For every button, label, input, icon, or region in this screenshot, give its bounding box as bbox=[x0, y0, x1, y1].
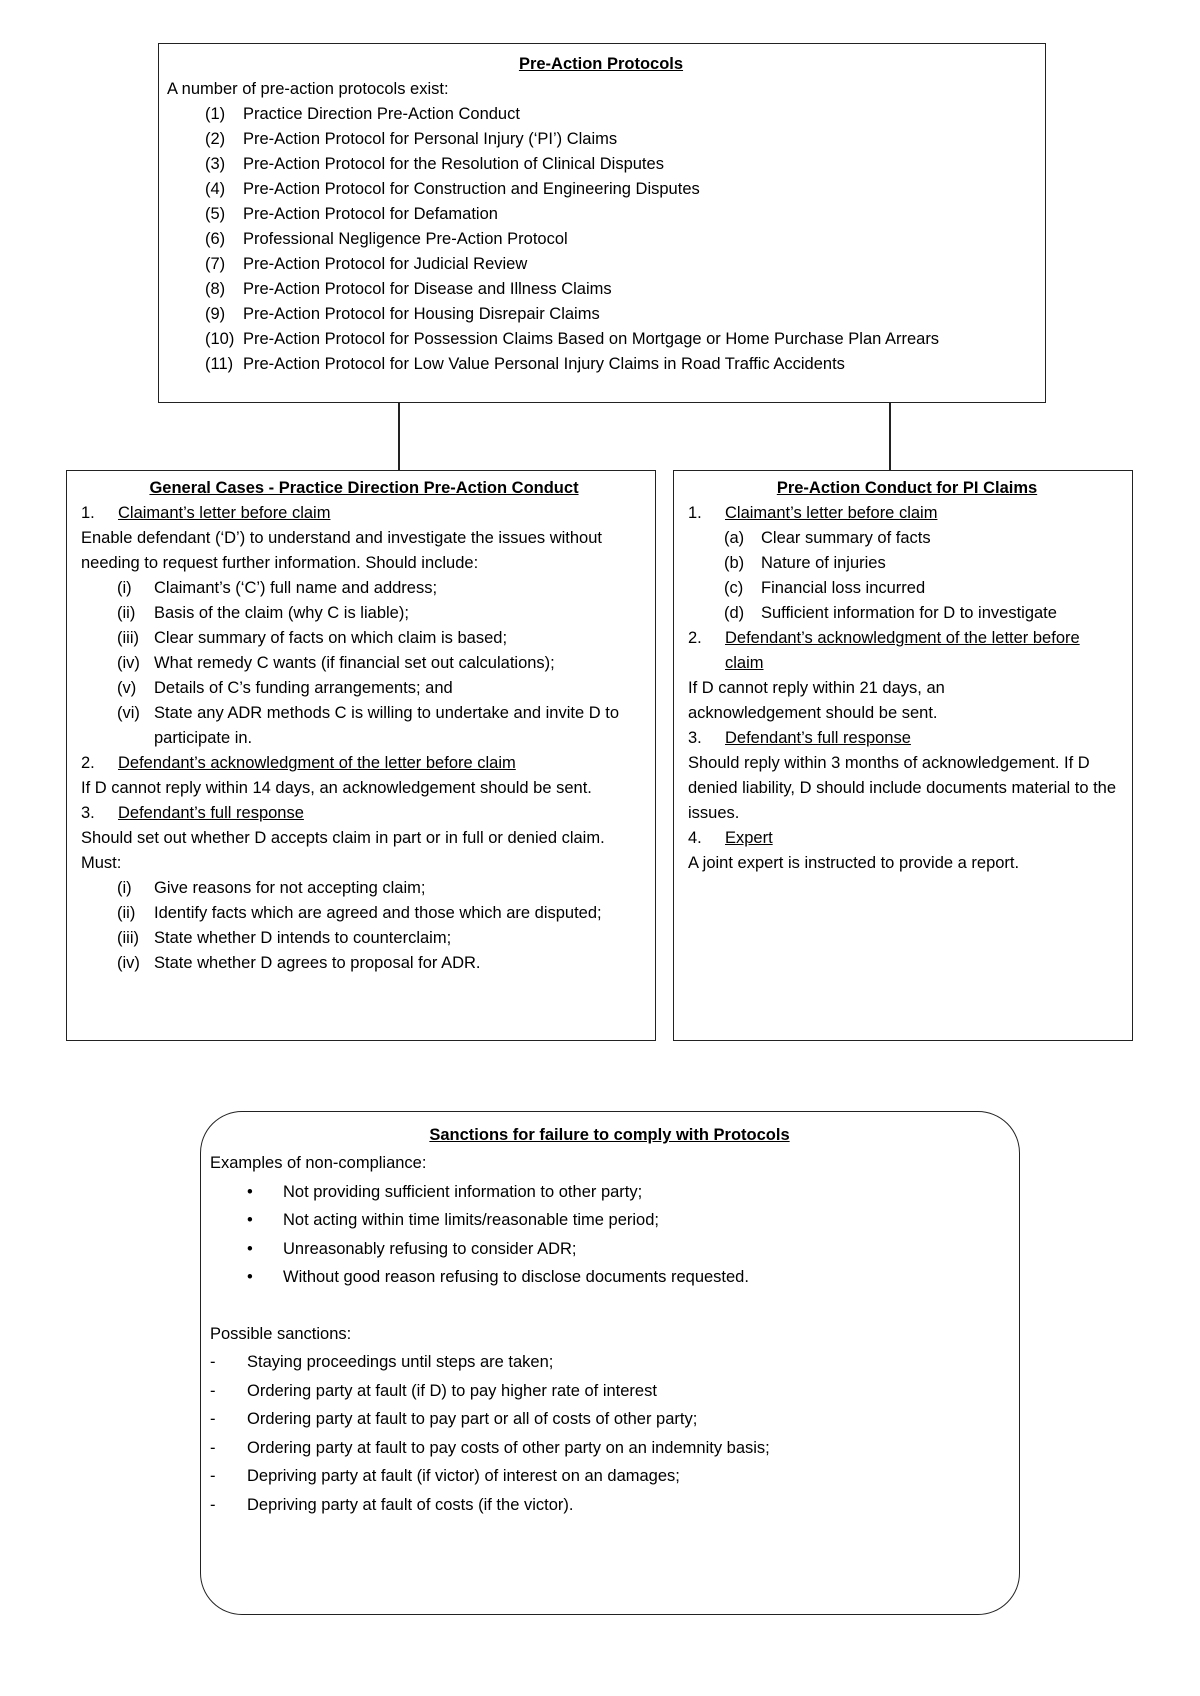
example-item bbox=[210, 1206, 1009, 1235]
protocol-item bbox=[205, 102, 1035, 127]
examples-list bbox=[210, 1178, 1009, 1292]
pi-step-1 bbox=[688, 501, 1126, 526]
pi-s1-item bbox=[724, 526, 1126, 551]
sanction-item-marker: - bbox=[210, 1410, 216, 1428]
pre-action-protocols-box bbox=[158, 43, 1046, 403]
protocols-intro: A number of pre-action protocols exist: bbox=[167, 80, 449, 98]
protocol-item-text: Pre-Action Protocol for the Resolution of Clinical Disputes bbox=[243, 155, 664, 173]
general-s1-item-marker: (iv) bbox=[117, 654, 140, 672]
sanction-item-text: Depriving party at fault of costs (if the victor). bbox=[247, 1495, 574, 1514]
general-s3-item-marker: (iv) bbox=[117, 954, 140, 972]
example-item bbox=[210, 1178, 1009, 1207]
protocol-item bbox=[205, 327, 1035, 352]
sanction-item-text: Depriving party at fault (if victor) of interest on an damages; bbox=[247, 1467, 680, 1485]
protocol-item-text: Pre-Action Protocol for Housing Disrepair Claims bbox=[243, 305, 600, 323]
sanctions-box bbox=[200, 1111, 1020, 1615]
pi-step-4 bbox=[688, 826, 1126, 851]
protocol-item-number: (5) bbox=[205, 205, 226, 223]
protocols-title: Pre-Action Protocols bbox=[518, 55, 684, 73]
protocol-item bbox=[205, 277, 1035, 302]
protocol-item-number: (9) bbox=[205, 305, 226, 323]
pi-step-3-body: Should reply within 3 months of acknowledgement. If D denied liability, D should include documents material to the issues. bbox=[688, 754, 1117, 822]
pi-s1-item-marker: (c) bbox=[724, 579, 744, 597]
protocol-item-text: Pre-Action Protocol for Defamation bbox=[243, 205, 498, 223]
protocol-item-text: Pre-Action Protocol for Disease and Illness Claims bbox=[243, 280, 612, 298]
protocol-item-number: (3) bbox=[205, 155, 226, 173]
protocol-item-number: (1) bbox=[205, 105, 226, 123]
sanction-item-marker: - bbox=[210, 1495, 216, 1514]
pi-s1-item bbox=[724, 551, 1126, 576]
protocol-item-text: Pre-Action Protocol for Judicial Review bbox=[243, 255, 528, 273]
pi-s1-item bbox=[724, 576, 1126, 601]
pi-step-2 bbox=[688, 626, 1126, 676]
protocol-item-number: (4) bbox=[205, 180, 226, 198]
sanction-item-marker: - bbox=[210, 1353, 216, 1371]
general-cases-box bbox=[66, 470, 656, 1041]
general-s1-item-text: What remedy C wants (if financial set out calculations); bbox=[154, 654, 555, 672]
general-s1-item bbox=[117, 601, 647, 626]
pi-s1-item-text: Financial loss incurred bbox=[761, 579, 926, 597]
general-s1-item-text: Details of C’s funding arrangements; and bbox=[154, 679, 453, 697]
pi-step-3-heading: Defendant’s full response bbox=[725, 729, 911, 747]
general-step-3 bbox=[81, 801, 647, 826]
sanction-item bbox=[210, 1405, 1009, 1434]
sanction-item-marker: - bbox=[210, 1381, 216, 1400]
general-step-2-number: 2. bbox=[81, 754, 95, 772]
general-step-1-number: 1. bbox=[81, 504, 95, 522]
example-item-text: Unreasonably refusing to consider ADR; bbox=[283, 1239, 577, 1258]
protocol-item-number: (6) bbox=[205, 230, 226, 248]
general-s1-item-text: Basis of the claim (why C is liable); bbox=[154, 604, 409, 622]
sanction-item bbox=[210, 1434, 1009, 1463]
general-s1-item bbox=[117, 651, 647, 676]
spacer bbox=[210, 1292, 1009, 1320]
example-item-marker: • bbox=[247, 1182, 253, 1201]
sanction-item bbox=[210, 1377, 1009, 1406]
protocol-item-number: (11) bbox=[205, 355, 234, 373]
general-s1-item bbox=[117, 626, 647, 651]
pi-step-3 bbox=[688, 726, 1126, 751]
sanction-item-text: Ordering party at fault (if D) to pay higher rate of interest bbox=[247, 1381, 657, 1400]
pi-s1-item-text: Sufficient information for D to investigate bbox=[761, 604, 1057, 622]
protocol-item-number: (7) bbox=[205, 255, 226, 273]
general-s3-item bbox=[117, 876, 647, 901]
pi-claims-box bbox=[673, 470, 1133, 1041]
protocol-item-text: Pre-Action Protocol for Construction and Engineering Disputes bbox=[243, 180, 700, 198]
general-s1-item-text: State any ADR methods C is willing to undertake and invite D to participate in. bbox=[154, 704, 619, 747]
general-step-2-heading: Defendant’s acknowledgment of the letter before claim bbox=[118, 754, 516, 772]
general-s1-item bbox=[117, 701, 647, 751]
pi-step-2-heading: Defendant’s acknowledgment of the letter before claim bbox=[725, 629, 1080, 672]
protocol-item bbox=[205, 227, 1035, 252]
protocol-item-number: (2) bbox=[205, 130, 226, 148]
example-item-marker: • bbox=[247, 1211, 253, 1229]
pi-s1-item bbox=[724, 601, 1126, 626]
pi-step-3-number: 3. bbox=[688, 729, 702, 747]
pi-step-4-heading: Expert bbox=[725, 829, 773, 847]
example-item-text: Not acting within time limits/reasonable time period; bbox=[283, 1211, 659, 1229]
example-item bbox=[210, 1263, 1009, 1292]
sanction-item-text: Ordering party at fault to pay part or all of costs of other party; bbox=[247, 1410, 698, 1428]
pi-s1-item-text: Clear summary of facts bbox=[761, 529, 931, 547]
general-s1-item-marker: (iii) bbox=[117, 629, 139, 647]
general-s3-item bbox=[117, 901, 647, 926]
general-step-3-heading: Defendant’s full response bbox=[118, 804, 304, 822]
protocol-item-text: Practice Direction Pre-Action Conduct bbox=[243, 105, 520, 123]
pi-s1-item-text: Nature of injuries bbox=[761, 554, 886, 572]
pi-s1-item-marker: (a) bbox=[724, 529, 745, 547]
sanction-item-text: Staying proceedings until steps are taken; bbox=[247, 1353, 554, 1371]
sanctions-intro: Possible sanctions: bbox=[210, 1324, 352, 1343]
general-s1-item-text: Clear summary of facts on which claim is based; bbox=[154, 629, 508, 647]
general-s1-item-marker: (vi) bbox=[117, 704, 140, 722]
pi-step-1-heading: Claimant’s letter before claim bbox=[725, 504, 938, 522]
general-s3-item-text: Give reasons for not accepting claim; bbox=[154, 879, 426, 897]
pi-s1-item-marker: (d) bbox=[724, 604, 745, 622]
general-step-3-items bbox=[81, 876, 647, 976]
pi-step-1-number: 1. bbox=[688, 504, 702, 522]
pi-step-2-number: 2. bbox=[688, 629, 702, 647]
protocol-item-number: (10) bbox=[205, 330, 235, 348]
example-item-text: Without good reason refusing to disclose documents requested. bbox=[283, 1268, 749, 1286]
protocol-item bbox=[205, 177, 1035, 202]
pi-title: Pre-Action Conduct for PI Claims bbox=[776, 479, 1038, 497]
general-step-2-body: If D cannot reply within 14 days, an acknowledgement should be sent. bbox=[81, 779, 592, 797]
general-s1-item-text: Claimant’s (‘C’) full name and address; bbox=[154, 579, 438, 597]
example-item-marker: • bbox=[247, 1239, 253, 1258]
pi-step-2-body: If D cannot reply within 21 days, an acknowledgement should be sent. bbox=[688, 679, 945, 722]
protocol-item bbox=[205, 152, 1035, 177]
general-s1-item bbox=[117, 676, 647, 701]
example-item bbox=[210, 1235, 1009, 1264]
general-step-3-body: Should set out whether D accepts claim in part or in full or denied claim. Must: bbox=[81, 829, 605, 872]
sanction-item bbox=[210, 1348, 1009, 1377]
general-s3-item-marker: (ii) bbox=[117, 904, 136, 922]
general-s3-item-marker: (iii) bbox=[117, 929, 139, 947]
pi-step-4-body: A joint expert is instructed to provide a report. bbox=[688, 854, 1020, 872]
sanction-item-marker: - bbox=[210, 1467, 216, 1485]
sanction-item-text: Ordering party at fault to pay costs of other party on an indemnity basis; bbox=[247, 1438, 770, 1457]
protocol-item-number: (8) bbox=[205, 280, 226, 298]
connector-left-vertical bbox=[398, 402, 400, 471]
sanction-item bbox=[210, 1462, 1009, 1491]
general-title: General Cases - Practice Direction Pre-Action Conduct bbox=[149, 479, 579, 497]
pi-s1-item-marker: (b) bbox=[724, 554, 745, 572]
general-s3-item-marker: (i) bbox=[117, 879, 132, 897]
sanctions-title: Sanctions for failure to comply with Protocols bbox=[429, 1126, 790, 1144]
general-step-1-heading: Claimant’s letter before claim bbox=[118, 504, 331, 522]
protocol-item bbox=[205, 202, 1035, 227]
sanction-item bbox=[210, 1491, 1009, 1520]
general-step-1-body: Enable defendant (‘D’) to understand and investigate the issues without needing to request further information. Should include: bbox=[81, 529, 602, 572]
protocol-item bbox=[205, 352, 1035, 377]
general-s1-item-marker: (i) bbox=[117, 579, 132, 597]
protocol-item-text: Pre-Action Protocol for Personal Injury (‘PI’) Claims bbox=[243, 130, 618, 148]
connector-right-vertical bbox=[889, 402, 891, 471]
general-step-3-number: 3. bbox=[81, 804, 95, 822]
general-s3-item bbox=[117, 926, 647, 951]
general-s3-item-text: State whether D agrees to proposal for ADR. bbox=[154, 954, 481, 972]
general-step-1-items bbox=[81, 576, 647, 751]
pi-step-1-items bbox=[688, 526, 1126, 626]
pi-step-4-number: 4. bbox=[688, 829, 702, 847]
example-item-marker: • bbox=[247, 1268, 253, 1286]
protocol-item bbox=[205, 302, 1035, 327]
protocol-item-text: Professional Negligence Pre-Action Protocol bbox=[243, 230, 568, 248]
general-step-2 bbox=[81, 751, 647, 776]
protocol-item bbox=[205, 127, 1035, 152]
general-s3-item-text: Identify facts which are agreed and those which are disputed; bbox=[154, 904, 602, 922]
general-s1-item bbox=[117, 576, 647, 601]
protocol-item-text: Pre-Action Protocol for Possession Claims Based on Mortgage or Home Purchase Plan Arrears bbox=[243, 330, 940, 348]
protocol-item-text: Pre-Action Protocol for Low Value Personal Injury Claims in Road Traffic Accidents bbox=[243, 355, 845, 373]
general-s1-item-marker: (ii) bbox=[117, 604, 136, 622]
general-s1-item-marker: (v) bbox=[117, 679, 137, 697]
general-s3-item bbox=[117, 951, 647, 976]
sanctions-list bbox=[210, 1348, 1009, 1519]
sanction-item-marker: - bbox=[210, 1438, 216, 1457]
protocol-list bbox=[167, 102, 1035, 377]
protocol-item bbox=[205, 252, 1035, 277]
examples-intro: Examples of non-compliance: bbox=[210, 1154, 427, 1172]
general-step-1 bbox=[81, 501, 647, 526]
example-item-text: Not providing sufficient information to other party; bbox=[283, 1182, 643, 1201]
general-s3-item-text: State whether D intends to counterclaim; bbox=[154, 929, 452, 947]
